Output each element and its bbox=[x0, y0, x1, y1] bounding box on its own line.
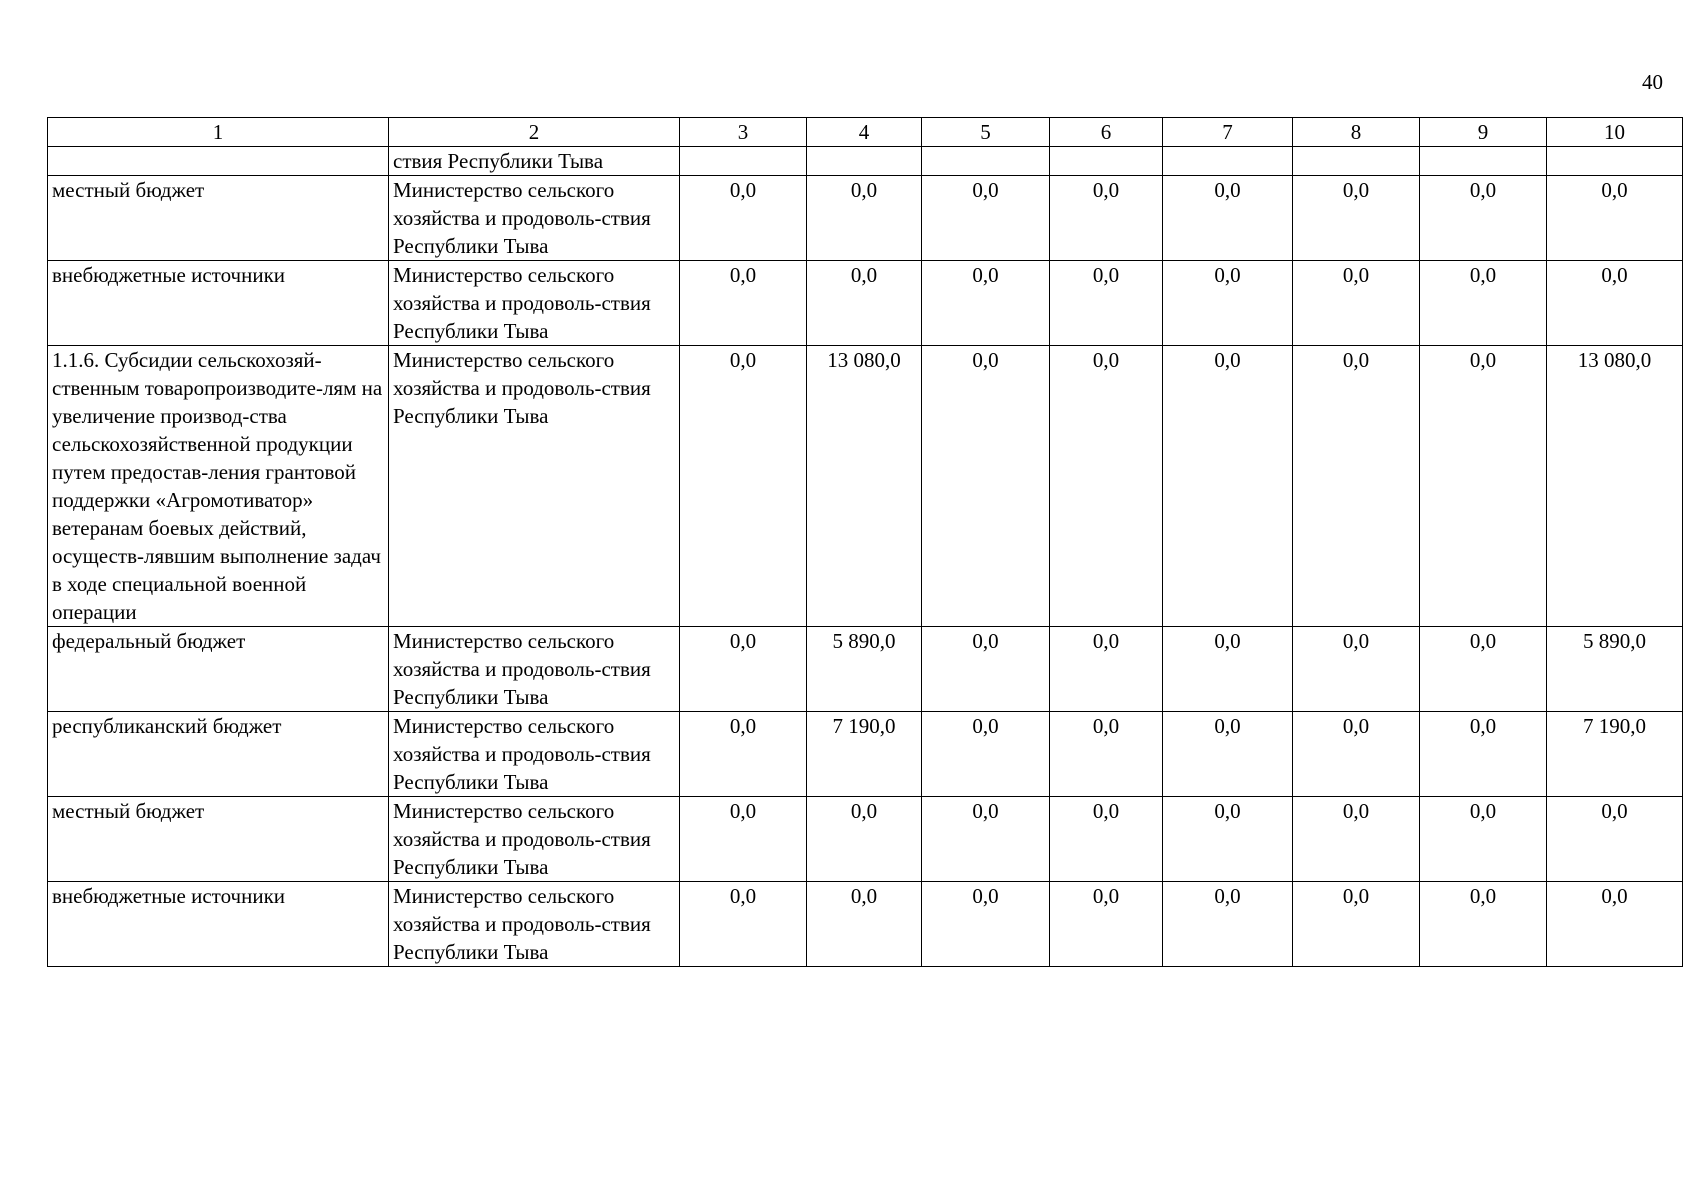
value-cell bbox=[922, 147, 1050, 176]
value-cell: 0,0 bbox=[1050, 627, 1163, 712]
value-cell: 0,0 bbox=[680, 797, 807, 882]
value-cell: 0,0 bbox=[922, 176, 1050, 261]
table-row bbox=[48, 346, 1683, 627]
table-row bbox=[48, 627, 1683, 712]
value-cell: 7 190,0 bbox=[807, 712, 922, 797]
value-cell bbox=[1163, 147, 1293, 176]
value-cell: 0,0 bbox=[680, 261, 807, 346]
table-row bbox=[48, 261, 1683, 346]
row-responsible: Министерство сельского хозяйства и продоволь-ствия Республики Тыва bbox=[389, 797, 680, 882]
value-cell: 0,0 bbox=[1420, 882, 1547, 967]
column-header: 8 bbox=[1293, 118, 1420, 147]
value-cell: 0,0 bbox=[1420, 176, 1547, 261]
value-cell: 0,0 bbox=[680, 346, 807, 627]
value-cell: 0,0 bbox=[1163, 176, 1293, 261]
table-row bbox=[48, 176, 1683, 261]
value-cell: 0,0 bbox=[922, 797, 1050, 882]
value-cell: 0,0 bbox=[680, 627, 807, 712]
value-cell: 0,0 bbox=[1293, 346, 1420, 627]
value-cell: 0,0 bbox=[1163, 627, 1293, 712]
value-cell: 0,0 bbox=[1420, 346, 1547, 627]
value-cell bbox=[1050, 147, 1163, 176]
column-header: 6 bbox=[1050, 118, 1163, 147]
table-row bbox=[48, 712, 1683, 797]
column-header: 1 bbox=[48, 118, 389, 147]
value-cell: 0,0 bbox=[680, 882, 807, 967]
value-cell: 0,0 bbox=[1547, 261, 1683, 346]
column-header: 5 bbox=[922, 118, 1050, 147]
row-responsible: ствия Республики Тыва bbox=[389, 147, 680, 176]
value-cell: 0,0 bbox=[680, 712, 807, 797]
value-cell: 0,0 bbox=[1163, 712, 1293, 797]
value-cell: 0,0 bbox=[1547, 176, 1683, 261]
column-header: 9 bbox=[1420, 118, 1547, 147]
row-responsible: Министерство сельского хозяйства и продоволь-ствия Республики Тыва bbox=[389, 882, 680, 967]
value-cell bbox=[807, 147, 922, 176]
table-row-continuation bbox=[48, 147, 1683, 176]
row-responsible: Министерство сельского хозяйства и продоволь-ствия Республики Тыва bbox=[389, 261, 680, 346]
row-responsible: Министерство сельского хозяйства и продоволь-ствия Республики Тыва bbox=[389, 176, 680, 261]
value-cell: 0,0 bbox=[1050, 712, 1163, 797]
column-header: 3 bbox=[680, 118, 807, 147]
value-cell: 0,0 bbox=[1050, 261, 1163, 346]
value-cell: 13 080,0 bbox=[807, 346, 922, 627]
value-cell bbox=[680, 147, 807, 176]
value-cell: 0,0 bbox=[922, 712, 1050, 797]
value-cell: 0,0 bbox=[1420, 797, 1547, 882]
value-cell: 0,0 bbox=[1050, 346, 1163, 627]
value-cell: 0,0 bbox=[1050, 882, 1163, 967]
budget-table bbox=[47, 117, 1683, 967]
row-description: местный бюджет bbox=[48, 176, 389, 261]
value-cell: 0,0 bbox=[1163, 797, 1293, 882]
value-cell: 0,0 bbox=[1420, 712, 1547, 797]
value-cell: 0,0 bbox=[1547, 797, 1683, 882]
value-cell: 0,0 bbox=[922, 882, 1050, 967]
row-description bbox=[48, 147, 389, 176]
value-cell: 0,0 bbox=[922, 261, 1050, 346]
value-cell: 5 890,0 bbox=[807, 627, 922, 712]
row-description: внебюджетные источники bbox=[48, 882, 389, 967]
row-responsible: Министерство сельского хозяйства и продоволь-ствия Республики Тыва bbox=[389, 627, 680, 712]
page-number: 40 bbox=[1642, 70, 1663, 94]
table-header-row bbox=[48, 118, 1683, 147]
row-description: федеральный бюджет bbox=[48, 627, 389, 712]
value-cell: 0,0 bbox=[922, 346, 1050, 627]
value-cell: 0,0 bbox=[807, 261, 922, 346]
row-responsible: Министерство сельского хозяйства и продоволь-ствия Республики Тыва bbox=[389, 346, 680, 627]
row-description: внебюджетные источники bbox=[48, 261, 389, 346]
value-cell: 0,0 bbox=[1420, 627, 1547, 712]
value-cell: 7 190,0 bbox=[1547, 712, 1683, 797]
value-cell: 0,0 bbox=[1293, 882, 1420, 967]
value-cell: 0,0 bbox=[1293, 712, 1420, 797]
value-cell bbox=[1293, 147, 1420, 176]
row-responsible: Министерство сельского хозяйства и продоволь-ствия Республики Тыва bbox=[389, 712, 680, 797]
value-cell: 0,0 bbox=[1293, 797, 1420, 882]
row-description: местный бюджет bbox=[48, 797, 389, 882]
table-row bbox=[48, 797, 1683, 882]
value-cell: 0,0 bbox=[1050, 176, 1163, 261]
value-cell: 0,0 bbox=[1293, 627, 1420, 712]
table-row bbox=[48, 882, 1683, 967]
column-header: 7 bbox=[1163, 118, 1293, 147]
value-cell: 0,0 bbox=[922, 627, 1050, 712]
column-header: 2 bbox=[389, 118, 680, 147]
value-cell: 0,0 bbox=[1420, 261, 1547, 346]
value-cell: 0,0 bbox=[1163, 346, 1293, 627]
value-cell: 0,0 bbox=[1163, 261, 1293, 346]
value-cell: 0,0 bbox=[807, 797, 922, 882]
row-description: республиканский бюджет bbox=[48, 712, 389, 797]
value-cell: 0,0 bbox=[680, 176, 807, 261]
value-cell: 0,0 bbox=[1163, 882, 1293, 967]
value-cell bbox=[1547, 147, 1683, 176]
value-cell: 0,0 bbox=[807, 882, 922, 967]
value-cell: 0,0 bbox=[807, 176, 922, 261]
row-description: 1.1.6. Субсидии сельскохозяй-ственным товаропроизводите-лям на увеличение производ-ства сельскохозяйственной продукции путем предостав-ления грантовой поддержки «Агромотиватор» ветеранам боевых действий, осуществ-лявшим выполнение задач в ходе специальной военной операции bbox=[48, 346, 389, 627]
value-cell: 5 890,0 bbox=[1547, 627, 1683, 712]
value-cell: 0,0 bbox=[1547, 882, 1683, 967]
value-cell bbox=[1420, 147, 1547, 176]
value-cell: 0,0 bbox=[1050, 797, 1163, 882]
column-header: 4 bbox=[807, 118, 922, 147]
value-cell: 0,0 bbox=[1293, 261, 1420, 346]
value-cell: 13 080,0 bbox=[1547, 346, 1683, 627]
value-cell: 0,0 bbox=[1293, 176, 1420, 261]
column-header: 10 bbox=[1547, 118, 1683, 147]
